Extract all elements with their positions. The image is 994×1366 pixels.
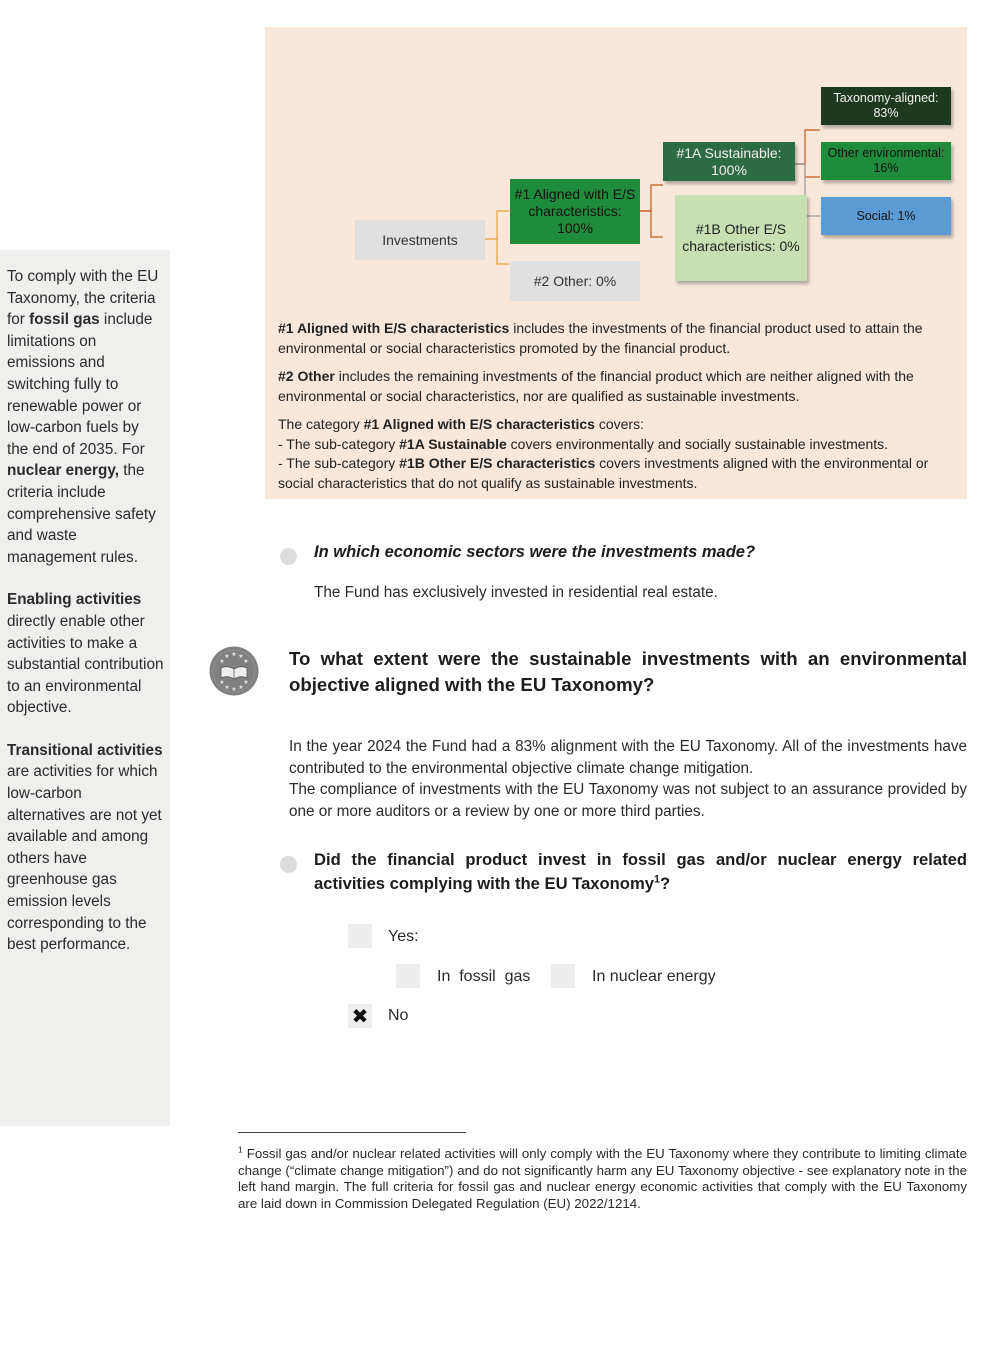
connector-investments-aligned: [485, 211, 509, 239]
legend-subcategory-1b: - The sub-category #1B Other E/S characteristics covers investments aligned with the environmental or social characteristics that do not qualify as sustainable investments.: [278, 455, 929, 491]
fossil-gas-checkbox[interactable]: [396, 964, 420, 988]
footnote: $^1$ Fossil gas and/or nuclear related activities will only comply with the EU Taxonomy where they contribute to limiting climate change (“climate change mitigation”) and do not significantly harm any EU Taxonomy objective - see explanatory note in the left hand margin. The full criteria for fossil gas and nuclear energy economic activities that comply with the EU Taxonomy are laid down in Commission Delegated Regulation (EU) 2022/1214.: [238, 1144, 967, 1211]
svg-text:★: ★: [238, 653, 244, 660]
legend-aligned: #1 Aligned with E/S characteristics includes the investments of the financial product used to attain the environmental or social characteristics promoted by the financial product.: [278, 320, 923, 356]
no-label: No: [388, 1007, 409, 1024]
box-other: #2 Other: 0%: [510, 261, 640, 301]
svg-text:★: ★: [231, 686, 237, 693]
sectors-answer: The Fund has exclusively invested in residential real estate.: [314, 584, 718, 601]
sectors-question: In which economic sectors were the investments made?: [314, 543, 756, 561]
box-other-environmental: Other environmental: 16%: [821, 142, 951, 180]
nuclear-energy-label: In nuclear energy: [592, 968, 716, 985]
svg-text:★: ★: [243, 679, 249, 686]
footnote-separator: [238, 1132, 466, 1133]
box-other-es: #1B Other E/S characteristics: 0%: [675, 195, 807, 281]
svg-text:★: ★: [224, 653, 230, 660]
sidebar-note-enabling: Enabling activities directly enable other activities to make a substantial contribution to an environmental objective.: [7, 591, 164, 717]
no-checkbox-checked[interactable]: [348, 1004, 372, 1028]
nuclear-energy-checkbox[interactable]: [551, 964, 575, 988]
svg-text:★: ★: [219, 679, 225, 686]
svg-text:★: ★: [219, 658, 225, 665]
connector-sustainable-other-env: [795, 164, 820, 177]
svg-text:★: ★: [224, 684, 230, 691]
bullet-icon: [280, 548, 297, 565]
box-investments: Investments: [355, 220, 485, 260]
connector-sustainable-taxonomy: [795, 130, 820, 164]
box-taxonomy-aligned: Taxonomy-aligned: 83%: [821, 87, 951, 125]
legend-category: [278, 415, 958, 493]
taxonomy-paragraph-1: In the year 2024 the Fund had a 83% alignment with the EU Taxonomy. All of the investments have contributed to the environmental objective climate change mitigation.: [289, 738, 967, 777]
fossil-nuclear-question: Did the financial product invest in fossil gas and/or nuclear energy related activities complying with the EU Taxonomy$^1$?: [314, 850, 967, 893]
x-mark-icon: ✖: [351, 1005, 369, 1028]
connector-investments-other: [497, 239, 509, 264]
svg-text:★: ★: [231, 651, 237, 658]
box-aligned-es: #1 Aligned with E/S characteristics: 100%: [510, 179, 640, 244]
box-social: Social: 1%: [821, 197, 951, 235]
connector-aligned-other-es: [640, 211, 663, 237]
svg-text:★: ★: [243, 658, 249, 665]
sidebar-note-transitional: Transitional activities are activities for which low-carbon alternatives are not yet available and among others have greenhouse gas emission levels corresponding to the best performance.: [7, 741, 163, 954]
legend-subcategory-1a: - The sub-category #1A Sustainable covers environmentally and socially sustainable investments.: [278, 435, 889, 452]
legend-other: #2 Other includes the remaining investments of the financial product which are neither aligned with the environmental or social characteristics, nor are qualified as sustainable investments.: [278, 368, 914, 404]
yes-label: Yes:: [388, 928, 419, 945]
svg-text:★: ★: [238, 684, 244, 691]
taxonomy-heading: To what extent were the sustainable investments with an environmental objective aligned with the EU Taxonomy?: [289, 648, 967, 695]
box-sustainable: #1A Sustainable: 100%: [663, 142, 795, 181]
connector-aligned-sustainable: [640, 185, 663, 211]
asset-allocation-panel: [265, 27, 967, 499]
eu-taxonomy-book-icon: [209, 646, 259, 696]
sidebar-note-fossil-nuclear: To comply with the EU Taxonomy, the criteria for fossil gas include limitations on emissions and switching fully to renewable power or low-carbon fuels by the end of 2035. For nuclear energy, the criteria include comprehensive safety and waste management rules.: [7, 268, 159, 566]
taxonomy-paragraph-2: The compliance of investments with the EU Taxonomy was not subject to an assurance provided by one or more auditors or a review by one or more third parties.: [289, 781, 967, 820]
legend-category-line: The category #1 Aligned with E/S characteristics covers:: [278, 416, 644, 432]
fossil-gas-label: In fossil gas: [437, 968, 531, 985]
yes-checkbox[interactable]: [348, 924, 372, 948]
bullet-icon: [280, 856, 297, 873]
sidebar-glossary: [0, 250, 170, 1126]
